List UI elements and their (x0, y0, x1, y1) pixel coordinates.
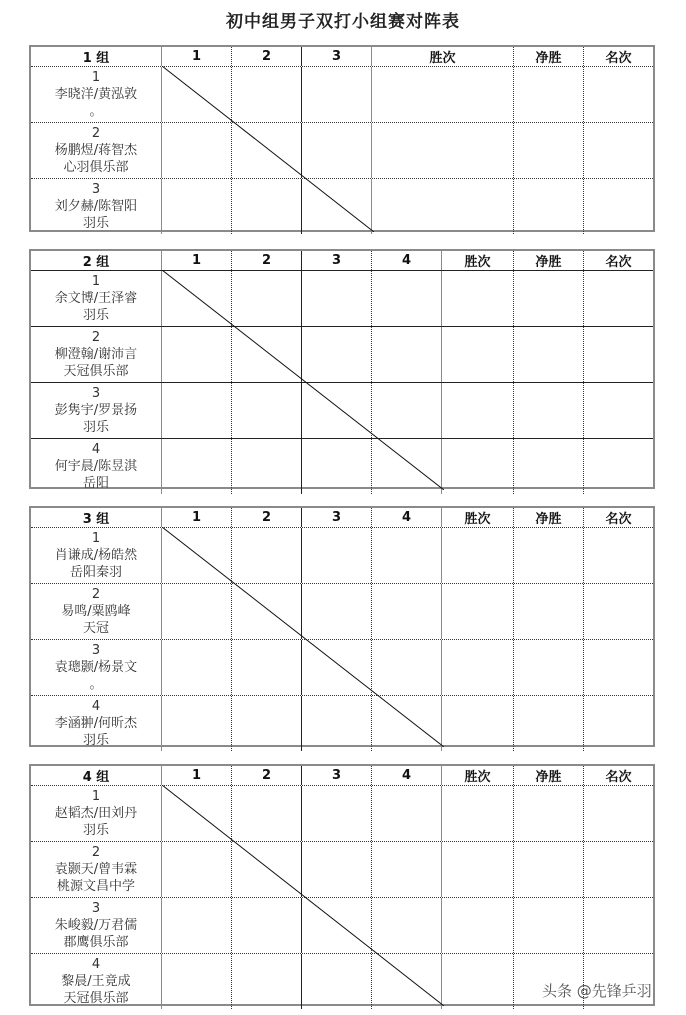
win-cell[interactable] (442, 383, 514, 438)
score-cell[interactable] (302, 898, 372, 953)
team-club: 羽乐 (82, 308, 109, 323)
team-players: 彭隽宇/罗景扬 (54, 403, 138, 418)
net-cell[interactable] (514, 898, 584, 953)
team-row (31, 439, 653, 494)
col-header-2: 2 (232, 766, 302, 785)
team-cell (31, 696, 162, 751)
team-cell (31, 327, 162, 382)
col-header-4: 4 (372, 251, 442, 270)
team-number: 3 (91, 901, 101, 916)
team-players: 袁颢天/曾韦霖 (54, 862, 138, 877)
team-cell (31, 640, 162, 695)
header-row (31, 766, 653, 786)
group-label: 4 组 (31, 766, 162, 785)
header-row (31, 508, 653, 528)
score-cell[interactable] (372, 528, 442, 583)
score-cell[interactable] (162, 640, 232, 695)
score-cell[interactable] (162, 898, 232, 953)
score-cell[interactable] (232, 584, 302, 639)
score-cell[interactable] (162, 179, 232, 234)
team-club: 郡鹰俱乐部 (63, 935, 129, 950)
team-row (31, 271, 653, 327)
score-cell[interactable] (162, 439, 232, 494)
team-number: 1 (91, 70, 101, 85)
score-cell[interactable] (162, 67, 232, 122)
net-cell[interactable] (514, 528, 584, 583)
team-cell (31, 954, 162, 1009)
col-header-win: 胜次 (442, 251, 514, 270)
team-players: 李晓洋/黄泓敦 (54, 87, 138, 102)
score-cell[interactable] (232, 786, 302, 841)
score-cell[interactable] (372, 584, 442, 639)
team-club: 。 (89, 104, 103, 119)
net-cell[interactable] (514, 842, 584, 897)
header-row (31, 47, 653, 67)
team-club: 岳阳 (82, 476, 109, 491)
team-row (31, 528, 653, 584)
team-number: 3 (91, 182, 101, 197)
win-cell[interactable] (442, 439, 514, 494)
col-header-4: 4 (372, 766, 442, 785)
col-header-1: 1 (162, 508, 232, 527)
score-cell[interactable] (162, 383, 232, 438)
score-cell[interactable] (232, 271, 302, 326)
score-cell[interactable] (232, 898, 302, 953)
col-header-2: 2 (232, 251, 302, 270)
watermark: 头条 @先锋乒羽 (542, 982, 652, 1000)
team-club: 天冠 (82, 621, 109, 636)
rank-cell[interactable] (584, 327, 653, 382)
team-cell (31, 123, 162, 178)
team-number: 1 (91, 789, 101, 804)
col-header-3: 3 (302, 47, 372, 66)
win-cell[interactable] (372, 179, 514, 234)
team-number: 3 (91, 386, 101, 401)
group-1-table (29, 45, 655, 232)
score-cell[interactable] (232, 439, 302, 494)
score-cell[interactable] (162, 696, 232, 751)
team-club: 。 (89, 677, 103, 692)
net-cell[interactable] (514, 179, 584, 234)
team-row (31, 123, 653, 179)
group-label: 1 组 (31, 47, 162, 66)
team-row (31, 179, 653, 234)
rank-cell[interactable] (584, 123, 653, 178)
score-cell[interactable] (302, 640, 372, 695)
score-cell[interactable] (162, 954, 232, 1009)
group-label: 2 组 (31, 251, 162, 270)
group-3-table (29, 506, 655, 747)
net-cell[interactable] (514, 439, 584, 494)
score-cell[interactable] (302, 67, 372, 122)
header-row (31, 251, 653, 271)
col-header-4: 4 (372, 508, 442, 527)
team-club: 心羽俱乐部 (63, 160, 129, 175)
win-cell[interactable] (442, 898, 514, 953)
team-club: 羽乐 (82, 823, 109, 838)
col-header-1: 1 (162, 47, 232, 66)
score-cell[interactable] (372, 640, 442, 695)
team-row (31, 327, 653, 383)
team-players: 袁璁颢/杨景文 (54, 660, 138, 675)
col-header-rank: 名次 (605, 512, 632, 527)
net-cell[interactable] (514, 327, 584, 382)
win-cell[interactable] (372, 123, 514, 178)
team-cell (31, 179, 162, 234)
win-cell[interactable] (442, 271, 514, 326)
score-cell[interactable] (372, 842, 442, 897)
team-number: 1 (91, 274, 101, 289)
group-4-table (29, 764, 655, 1006)
score-cell[interactable] (372, 439, 442, 494)
team-cell (31, 383, 162, 438)
team-number: 4 (91, 957, 101, 972)
team-cell (31, 439, 162, 494)
team-number: 3 (91, 643, 101, 658)
score-cell[interactable] (302, 954, 372, 1009)
team-club: 羽乐 (82, 216, 109, 231)
score-cell[interactable] (372, 327, 442, 382)
team-players: 李涵翀/何昕杰 (54, 716, 138, 731)
net-cell[interactable] (514, 271, 584, 326)
team-players: 朱峻毅/万君儒 (54, 918, 138, 933)
col-header-3: 3 (302, 251, 372, 270)
rank-cell[interactable] (584, 640, 653, 695)
col-header-rank: 名次 (605, 770, 632, 785)
team-row (31, 584, 653, 640)
col-header-1: 1 (162, 766, 232, 785)
score-cell[interactable] (232, 179, 302, 234)
col-header-2: 2 (232, 47, 302, 66)
score-cell[interactable] (232, 640, 302, 695)
team-cell (31, 67, 162, 122)
score-cell[interactable] (232, 123, 302, 178)
score-cell[interactable] (232, 67, 302, 122)
score-cell[interactable] (162, 584, 232, 639)
col-header-win: 胜次 (442, 766, 514, 785)
win-cell[interactable] (442, 786, 514, 841)
team-cell (31, 786, 162, 841)
team-number: 2 (91, 845, 101, 860)
team-club: 羽乐 (82, 420, 109, 435)
score-cell[interactable] (232, 528, 302, 583)
rank-cell[interactable] (584, 786, 653, 841)
win-cell[interactable] (442, 842, 514, 897)
team-players: 杨鹏煜/蒋智杰 (54, 143, 138, 158)
score-cell[interactable] (302, 179, 372, 234)
team-players: 柳澄翰/谢沛言 (54, 347, 138, 362)
team-players: 何宇晨/陈昱淇 (54, 459, 138, 474)
team-number: 1 (91, 531, 101, 546)
win-cell[interactable] (442, 327, 514, 382)
win-cell[interactable] (442, 584, 514, 639)
team-players: 黎晨/王竟成 (61, 974, 131, 989)
score-cell[interactable] (302, 528, 372, 583)
score-cell[interactable] (372, 271, 442, 326)
rank-cell[interactable] (584, 898, 653, 953)
col-header-rank: 名次 (605, 255, 632, 270)
col-header-net: 净胜 (514, 508, 584, 527)
col-header-net: 净胜 (514, 251, 584, 270)
net-cell[interactable] (514, 67, 584, 122)
team-club: 桃源文昌中学 (56, 879, 135, 894)
score-cell[interactable] (162, 528, 232, 583)
rank-cell[interactable] (584, 528, 653, 583)
score-cell[interactable] (372, 786, 442, 841)
team-players: 刘夕赫/陈智阳 (54, 199, 138, 214)
team-number: 2 (91, 330, 101, 345)
team-club: 天冠俱乐部 (63, 364, 129, 379)
col-header-3: 3 (302, 766, 372, 785)
rank-cell[interactable] (584, 584, 653, 639)
win-cell[interactable] (442, 954, 514, 1009)
rank-cell[interactable] (584, 842, 653, 897)
net-cell[interactable] (514, 584, 584, 639)
col-header-net: 净胜 (514, 47, 584, 66)
win-cell[interactable] (442, 696, 514, 751)
score-cell[interactable] (372, 383, 442, 438)
team-number: 2 (91, 587, 101, 602)
net-cell[interactable] (514, 640, 584, 695)
score-cell[interactable] (372, 696, 442, 751)
net-cell[interactable] (514, 786, 584, 841)
score-cell[interactable] (232, 383, 302, 438)
team-club: 羽乐 (82, 733, 109, 748)
team-club: 岳阳秦羽 (69, 565, 122, 580)
team-number: 4 (91, 442, 101, 457)
team-row (31, 898, 653, 954)
score-cell[interactable] (232, 696, 302, 751)
score-cell[interactable] (302, 123, 372, 178)
page-title: 初中组男子双打小组赛对阵表 (226, 12, 460, 32)
col-header-2: 2 (232, 508, 302, 527)
col-header-win: 胜次 (442, 508, 514, 527)
score-cell[interactable] (372, 954, 442, 1009)
rank-cell[interactable] (584, 271, 653, 326)
team-players: 易鸣/粟鸥峰 (61, 604, 131, 619)
team-number: 2 (91, 126, 101, 141)
score-cell[interactable] (372, 898, 442, 953)
score-cell[interactable] (302, 439, 372, 494)
team-row (31, 383, 653, 439)
score-cell[interactable] (302, 584, 372, 639)
team-players: 赵韬杰/田刘丹 (54, 806, 138, 821)
group-2-table (29, 249, 655, 489)
col-header-win: 胜次 (372, 47, 514, 66)
win-cell[interactable] (442, 640, 514, 695)
team-number: 4 (91, 699, 101, 714)
col-header-1: 1 (162, 251, 232, 270)
score-cell[interactable] (162, 123, 232, 178)
net-cell[interactable] (514, 696, 584, 751)
team-cell (31, 528, 162, 583)
score-cell[interactable] (302, 271, 372, 326)
team-players: 肖谦成/杨皓然 (54, 548, 138, 563)
score-cell[interactable] (162, 786, 232, 841)
score-cell[interactable] (162, 327, 232, 382)
net-cell[interactable] (514, 383, 584, 438)
team-row (31, 696, 653, 751)
team-row (31, 67, 653, 123)
score-cell[interactable] (232, 842, 302, 897)
team-cell (31, 842, 162, 897)
team-club: 天冠俱乐部 (63, 991, 129, 1006)
team-cell (31, 584, 162, 639)
score-cell[interactable] (162, 271, 232, 326)
team-cell (31, 898, 162, 953)
score-cell[interactable] (302, 786, 372, 841)
rank-cell[interactable] (584, 67, 653, 122)
col-header-3: 3 (302, 508, 372, 527)
col-header-net: 净胜 (514, 766, 584, 785)
team-row (31, 786, 653, 842)
rank-cell[interactable] (584, 383, 653, 438)
net-cell[interactable] (514, 123, 584, 178)
win-cell[interactable] (442, 528, 514, 583)
group-label: 3 组 (31, 508, 162, 527)
team-cell (31, 271, 162, 326)
score-cell[interactable] (302, 696, 372, 751)
team-row (31, 842, 653, 898)
col-header-rank: 名次 (605, 51, 632, 66)
score-cell[interactable] (162, 842, 232, 897)
win-cell[interactable] (372, 67, 514, 122)
rank-cell[interactable] (584, 696, 653, 751)
score-cell[interactable] (232, 954, 302, 1009)
team-row (31, 640, 653, 696)
score-cell[interactable] (302, 383, 372, 438)
rank-cell[interactable] (584, 439, 653, 494)
rank-cell[interactable] (584, 179, 653, 234)
score-cell[interactable] (302, 327, 372, 382)
score-cell[interactable] (232, 327, 302, 382)
team-players: 余文博/王泽睿 (54, 291, 138, 306)
score-cell[interactable] (302, 842, 372, 897)
